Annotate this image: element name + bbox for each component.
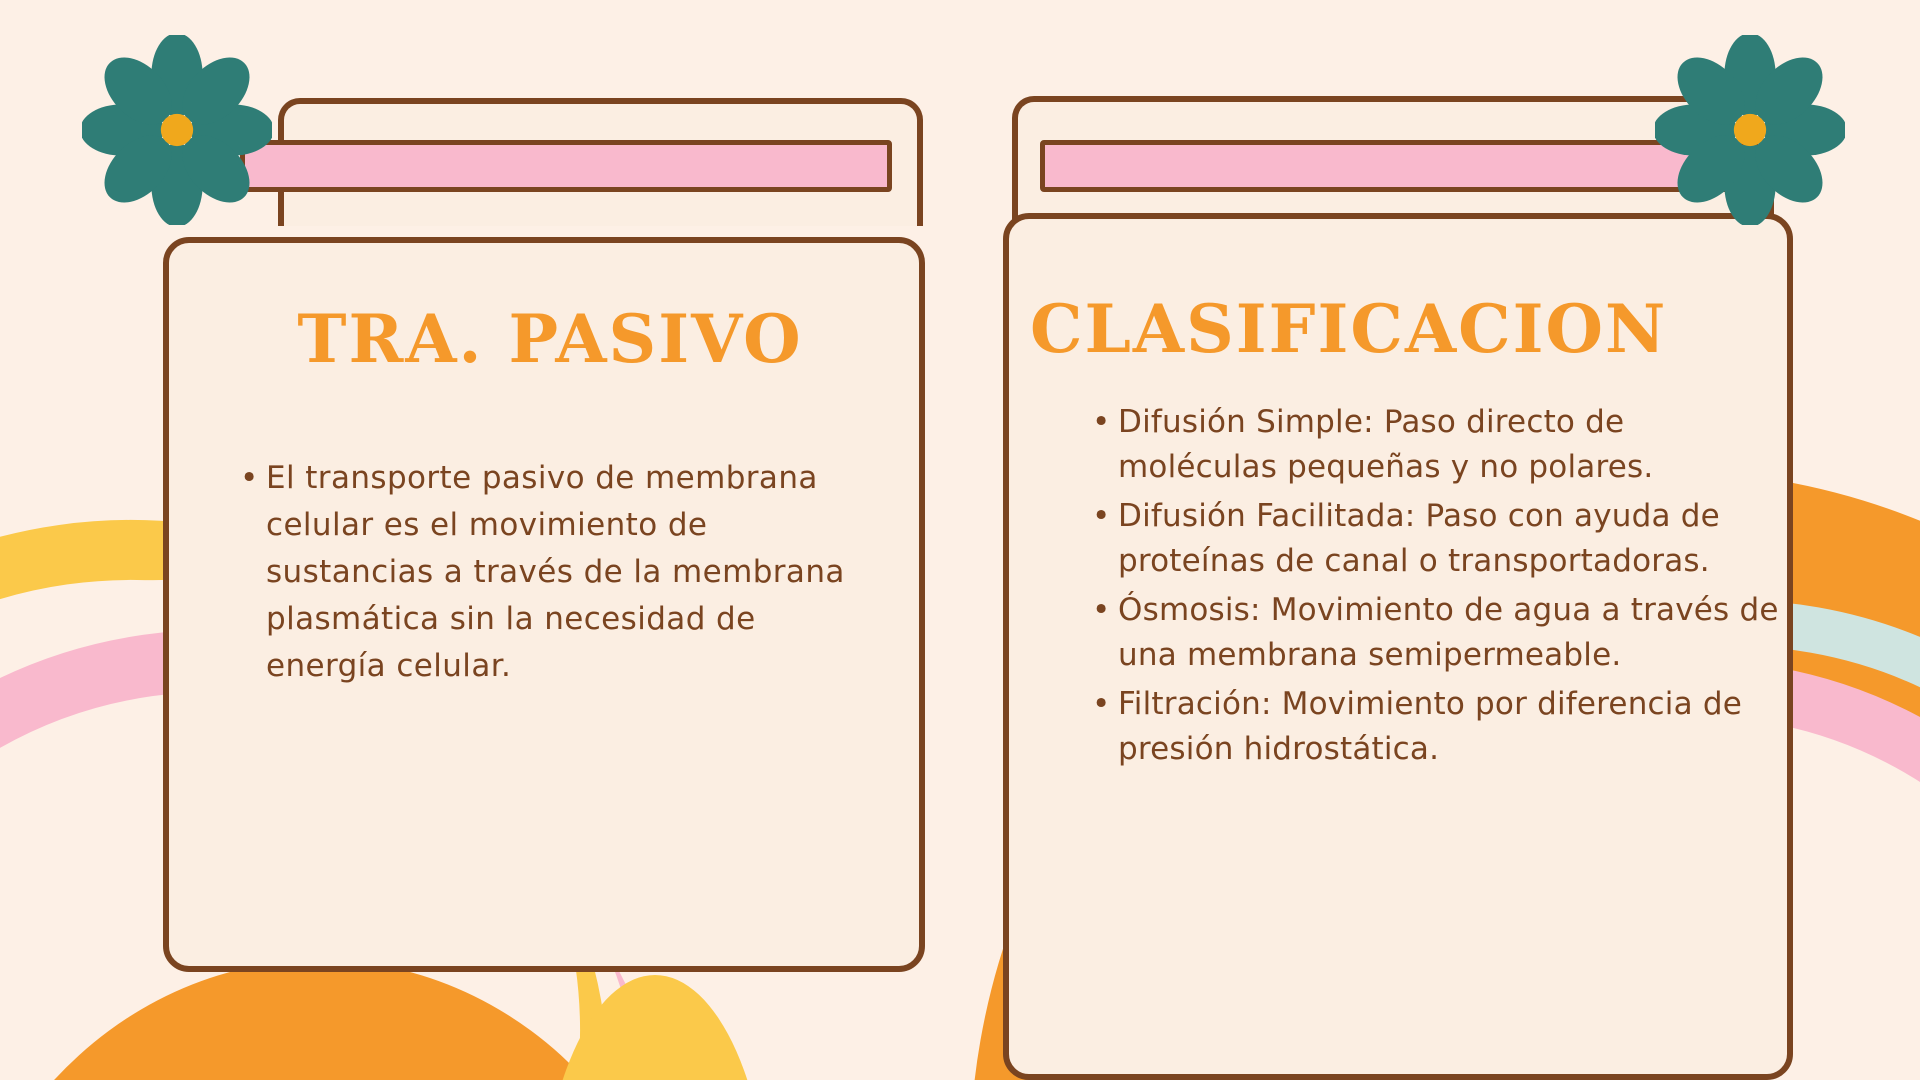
list-item: • El transporte pasivo de membrana celular es el movimiento de sustancias a través de la membrana plasmática sin la necesidad de energía celular. bbox=[228, 455, 848, 691]
flower-icon bbox=[1655, 35, 1845, 225]
card-banner-pink-right bbox=[1040, 140, 1758, 192]
list-item: • Ósmosis: Movimiento de agua a través de una membrana semipermeable. bbox=[1080, 588, 1780, 678]
list-item: • Difusión Simple: Paso directo de moléculas pequeñas y no polares. bbox=[1080, 400, 1780, 490]
background-blob-orange bbox=[0, 960, 700, 1080]
bullet-list-transporte-pasivo bbox=[228, 455, 848, 695]
bullet-list-clasificacion bbox=[1080, 400, 1780, 776]
flower-icon bbox=[82, 35, 272, 225]
list-item: • Difusión Facilitada: Paso con ayuda de proteínas de canal o transportadoras. bbox=[1080, 494, 1780, 584]
card-title-clasificacion: CLASIFICACION bbox=[1030, 290, 1668, 368]
list-item: • Filtración: Movimiento por diferencia de presión hidrostática. bbox=[1080, 682, 1780, 772]
card-title-transporte-pasivo: TRA. PASIVO bbox=[297, 300, 803, 378]
background-blob-yellow bbox=[540, 975, 770, 1080]
card-banner-pink-left bbox=[240, 140, 892, 192]
